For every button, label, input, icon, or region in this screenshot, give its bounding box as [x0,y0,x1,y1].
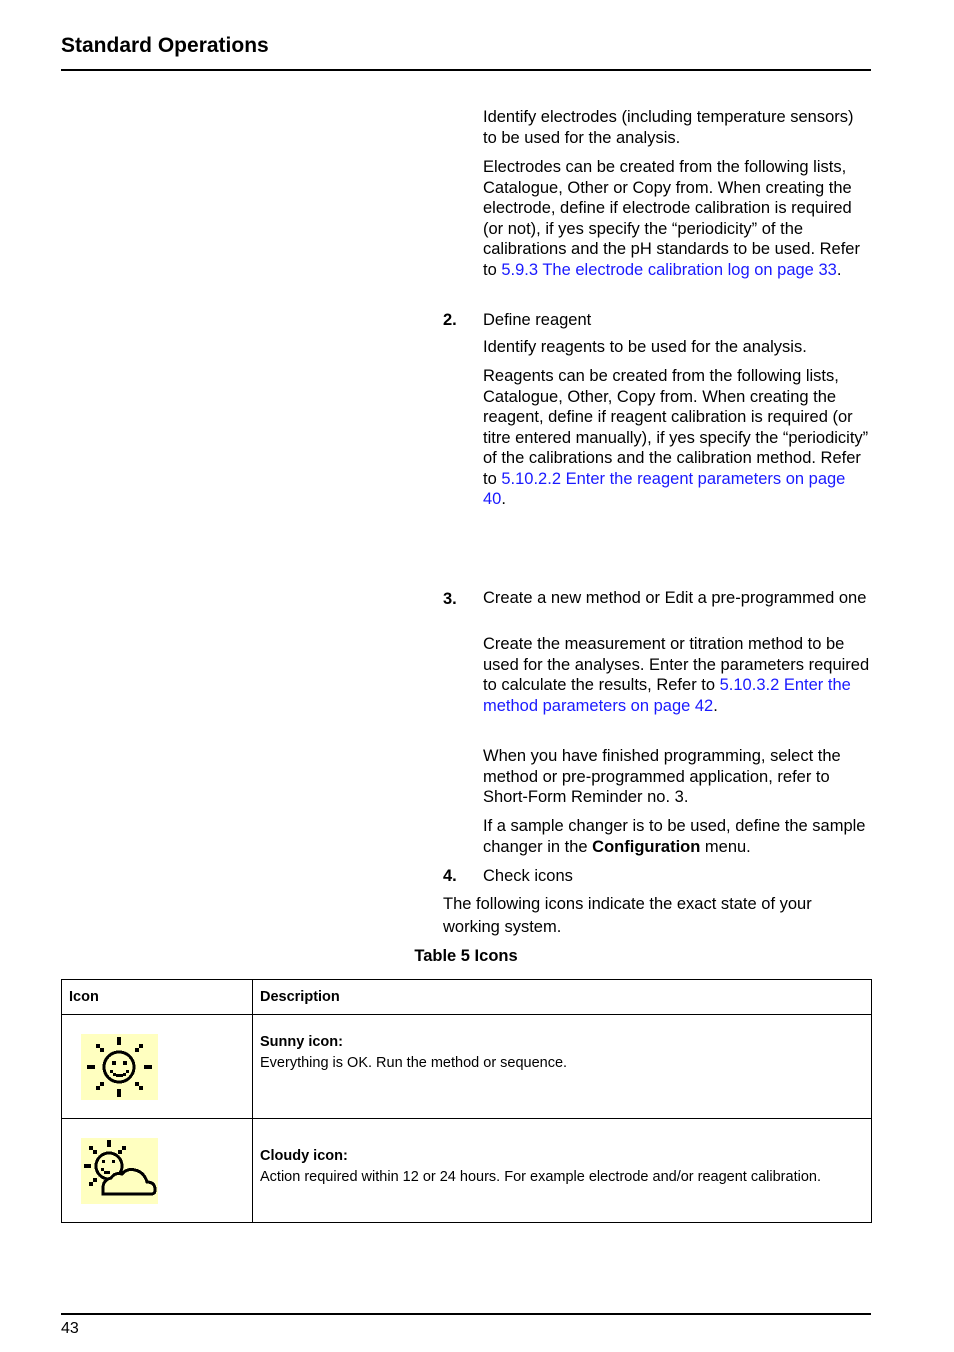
step2-heading: Define reagent [483,311,592,329]
reagent-parameters-link[interactable]: 5.10.2.2 Enter the reagent parameters on page 40 [483,469,846,508]
icon-cell [62,1119,253,1223]
electrode-calibration-link[interactable]: 5.9.3 The electrode calibration log on page 33 [501,260,837,279]
step3-para1-end: . [713,696,718,715]
step2-para2-text: Reagents can be created from the following lists, Catalogue, Other, Copy from. When creating the reagent, define if reagent calibration is required (or titre entered manually), if yes specify the “periodicity” of the calibrations and the calibration method. Refer to [483,367,869,488]
step4-para1: The following icons indicate the exact state of your working system. [443,895,812,936]
sunny-icon-description: Everything is OK. Run the method or sequence. [260,1055,568,1071]
step1-para2 [483,157,871,280]
step1-para2-end: . [836,260,842,279]
step2-para2-end: . [501,490,506,508]
page-title: Standard Operations [61,34,269,57]
step2-para2 [483,366,871,510]
step2-number: 2. [443,311,457,329]
sunny-icon-title: Sunny icon: [260,1034,343,1050]
step4-number: 4. [443,867,457,885]
step3-para1 [483,634,871,716]
table-header-row [62,980,872,1015]
step3-heading: Create a new method or Edit a pre-programmed one [483,589,867,607]
header-rule [61,69,871,71]
method-parameters-link[interactable]: 5.10.3.2 Enter the method parameters on page 42 [483,676,851,715]
description-cell [253,1015,872,1119]
description-cell [253,1119,872,1223]
table-row [62,1119,872,1223]
cloudy-icon-description: Action required within 12 or 24 hours. For example electrode and/or reagent calibration. [260,1169,821,1185]
step2-para1: Identify reagents to be used for the analysis. [483,338,807,356]
step1-para1: Identify electrodes (including temperature sensors) to be used for the analysis. [483,108,854,147]
col-header-icon: Icon [62,980,253,1015]
step3-para3-text: If a sample changer is to be used, define the sample changer in the [483,817,866,856]
icon-cell [62,1015,253,1119]
page-number: 43 [61,1320,79,1337]
step3-para3-end: menu. [700,837,751,856]
cloudy-icon-title: Cloudy icon: [260,1148,348,1164]
step3-number: 3. [443,590,457,608]
cloudy-icon [81,1138,158,1204]
configuration-menu-term: Configuration [592,837,701,856]
step3-para3 [483,816,871,857]
icons-table [61,979,872,1223]
table-row [62,1015,872,1119]
step4-heading: Check icons [483,867,573,885]
step1-para2-text: Electrodes can be created from the following lists, Catalogue, Other or Copy from. When creating the electrode, define if electrode calibration is required (or not), if yes specify the “periodicity” of the calibrations and the pH standards to be used. Refer to [483,158,860,279]
footer-rule [61,1313,871,1315]
sunny-icon [81,1034,158,1100]
step3-para1-text: Create the measurement or titration method to be used for the analyses. Enter the parameters required to calculate the results, Refer to [483,635,870,694]
col-header-description: Description [253,980,872,1015]
table-caption: Table 5 Icons [414,947,518,965]
step3-para2: When you have finished programming, select the method or pre-programmed application, refer to Short-Form Reminder no. 3. [483,747,841,806]
